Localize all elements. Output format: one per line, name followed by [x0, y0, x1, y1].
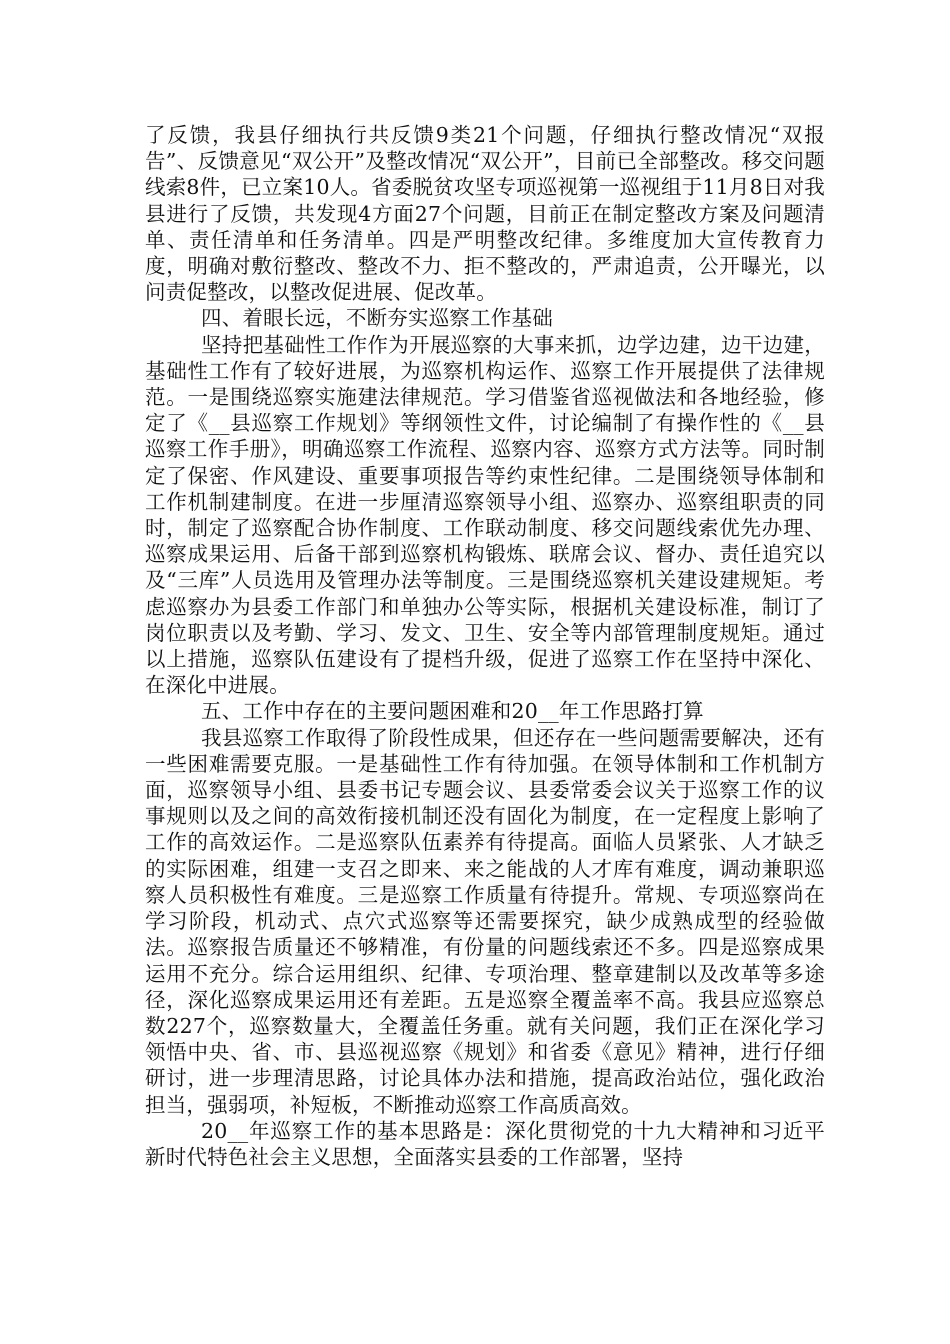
paragraph-foundation-work: 坚持把基础性工作作为开展巡察的大事来抓，边学边建，边干边建，基础性工作有了较好进展，为巡察机构运作、巡察工作开展提供了法律规范。一是围绕巡察实施建法律规范。学习借鉴省巡视做法和各地经验，修定了《__县巡察工作规划》等纲领性文件，讨论编制了有操作性的《__县巡察工作手册》，明确巡察工作流程、巡察内容、巡察方式方法等。同时制定了保密、作风建设、重要事项报告等约束性纪律。二是围绕领导体制和工作机制建制度。在进一步厘清巡察领导小组、巡察办、巡察组职责的同时，制定了巡察配合协作制度、工作联动制度、移交问题线索优先办理、巡察成果运用、后备干部到巡察机构锻炼、联席会议、督办、责任追究以及“三库”人员选用及管理办法等制度。三是围绕巡察机关建设建规矩。考虑巡察办为县委工作部门和单独办公等实际，根据机关建设标准，制订了岗位职责以及考勤、学习、发文、卫生、安全等内部管理制度规矩。通过以上措施，巡察队伍建设有了提档升级，促进了巡察工作在坚持中深化、在深化中进展。: [145, 332, 825, 698]
paragraph-feedback-continuation: 了反馈，我县仔细执行共反馈9类21个问题，仔细执行整改情况“双报告”、反馈意见“双公开”及整改情况“双公开”，目前已全部整改。移交问题线索8件，已立案10人。省委脱贫攻坚专项巡视第一巡视组于11月8日对我县进行了反馈，共发现4方面27个问题，目前正在制定整改方案及问题清单、责任清单和任务清单。四是严明整改纪律。多维度加大宣传教育力度，明确对敷衍整改、整改不力、拒不整改的，严肃追责，公开曝光，以问责促整改，以整改促进展、促改革。: [145, 123, 825, 305]
paragraph-problems-difficulties: 我县巡察工作取得了阶段性成果，但还存在一些问题需要解决，还有一些困难需要克服。一是基础性工作有待加强。在领导体制和工作机制方面，巡察领导小组、县委书记专题会议、县委常委会议关于巡察工作的议事规则以及之间的高效衔接机制还没有固化为制度，在一定程度上影响了工作的高效运作。二是巡察队伍素养有待提高。面临人员紧张、人才缺乏的实际困难，组建一支召之即来、来之能战的人才库有难度，调动兼职巡察人员积极性有难度。三是巡察工作质量有待提升。常规、专项巡察尚在学习阶段，机动式、点穴式巡察等还需要探究，缺少成熟成型的经验做法。巡察报告质量还不够精准，有份量的问题线索还不多。四是巡察成果运用不充分。综合运用组织、纪律、专项治理、整章建制以及改革等多途径，深化巡察成果运用还有差距。五是巡察全覆盖率不高。我县应巡察总数227个，巡察数量大，全覆盖任务重。就有关问题，我们正在深化学习领悟中央、省、市、县巡视巡察《规划》和省委《意见》精神，进行仔细研讨，进一步理清思路，讨论具体办法和措施，提高政治站位，强化政治担当，强弱项，补短板，不断推动巡察工作高质高效。: [145, 725, 825, 1117]
section-heading-four: 四、着眼长远，不断夯实巡察工作基础: [201, 306, 553, 331]
section-heading-five: 五、工作中存在的主要问题困难和20__年工作思路打算: [201, 699, 704, 724]
paragraph-basic-ideas: 20__年巡察工作的基本思路是：深化贯彻党的十九大精神和习近平新时代特色社会主义思想，全面落实县委的工作部署，坚持: [145, 1118, 825, 1169]
document-body: [145, 122, 825, 1170]
